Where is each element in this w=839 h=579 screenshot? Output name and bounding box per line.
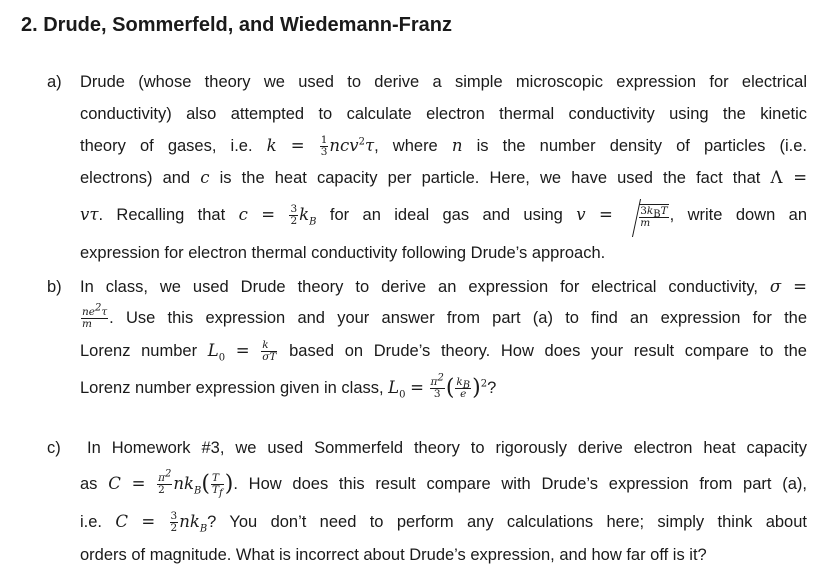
problem-title: 2. Drude, Sommerfeld, and Wiedemann-Franz [21, 14, 453, 36]
part-a-line-2: conductivity) also attempted to calculate electron thermal conductivity using the kinetic [80, 105, 807, 123]
part-b [47, 271, 807, 408]
eq-kappa: k [266, 136, 277, 155]
part-b-label: b) [47, 278, 62, 296]
part-b-line-1: In class, we used Drude theory to derive an expression for electrical conductivity, σ = [80, 277, 807, 296]
part-a-line-1: Drude (whose theory we used to derive a simple microscopic expression for electrical [80, 73, 807, 91]
part-a-line-3: theory of gases, i.e. k = $\frac{1}{3}$ ncv$^2$τ, where n is the number density of particles (i.e. [80, 134, 807, 159]
part-a-line-6: expression for electron thermal conductivity following Drude’s approach. [80, 243, 606, 262]
frac-one-third: $\frac{1}{3}$ [320, 134, 328, 159]
part-b-line-3: Lorenz number $L_0$ = $\frac{k}{\sigma T}$ based on Drude’s theory. How does your result compare to the [80, 339, 807, 364]
part-b-line-4: Lorenz number expression given in class, $L_0$ = $\frac{\pi^2}{3}$ ( $\frac{k_B}{e}$ )$^2$? [80, 372, 497, 401]
part-c-line-4: orders of magnitude. What is incorrect about Drude’s expression, and how far off is it? [80, 545, 707, 564]
part-a-line-4: electrons) and c is the heat capacity per particle. Here, we have used the fact that Λ = [80, 168, 808, 187]
part-c-line-2: as C = $\frac{\pi^2}{2}$ $nk_B$( $\frac{T}{T_f}$ ). How does this result compare with Drude’s expression from part (a), [80, 468, 807, 500]
part-c [47, 432, 807, 571]
sqrt-velocity: $\frac{3k_BT}{m}$ [626, 195, 669, 237]
part-c-label: c) [47, 439, 61, 457]
part-c-line-3: i.e. C = $\frac{3}{2}$ $nk_B$? You don’t need to perform any calculations here; simply think about [80, 509, 807, 534]
part-a [47, 66, 807, 269]
part-b-line-2: $\frac{ne^2\tau}{m}$ . Use this expression and your answer from part (a) to find an expression for the [82, 302, 808, 331]
part-a-label: a) [47, 73, 62, 91]
part-c-line-1: In Homework #3, we used Sommerfeld theory to rigorously derive electron heat capacity [87, 439, 807, 457]
part-a-line-5: vτ. Recalling that c = $\frac{3}{2}$ $k_B$ for an ideal gas and using v = $\frac{3k_BT}{m}$ , write down an [80, 194, 807, 237]
